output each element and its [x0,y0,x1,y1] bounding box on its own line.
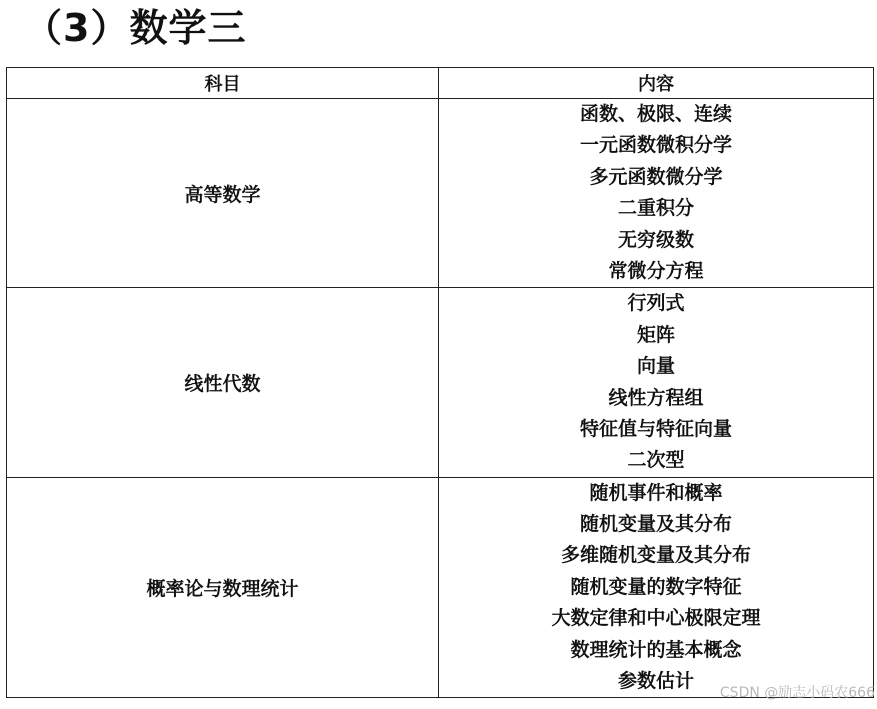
topic-item: 一元函数微积分学 [579,134,732,157]
subject-cell: 线性代数 [7,288,439,477]
content-cell [439,477,874,698]
table-row [7,99,874,288]
topic-item: 随机事件和概率 [589,481,723,504]
content-cell [439,99,874,288]
topic-item: 多元函数微分学 [589,165,723,188]
topic-list [439,478,873,698]
topic-item: 常微分方程 [608,259,704,282]
topic-item: 多维随机变量及其分布 [560,544,751,567]
column-header-content: 内容 [439,68,874,99]
topic-item: 线性方程组 [608,386,704,409]
topic-item: 大数定律和中心极限定理 [551,607,761,630]
topic-item: 随机变量的数字特征 [570,575,742,598]
page-heading: （3）数学三 [24,6,247,50]
topic-list [439,99,873,287]
topic-item: 函数、极限、连续 [579,103,732,125]
topic-list [439,288,873,476]
subject-cell: 高等数学 [7,99,439,288]
watermark: CSDN @励志小码农666 [719,685,875,701]
table-row [7,477,874,698]
topic-item: 行列式 [627,292,685,315]
topic-item: 向量 [636,355,675,378]
topic-item: 数理统计的基本概念 [570,638,742,661]
topic-item: 矩阵 [636,323,675,346]
topic-item: 参数估计 [617,670,694,693]
topic-item: 二重积分 [617,197,694,220]
topic-item: 二次型 [627,449,685,472]
topic-item: 随机变量及其分布 [579,513,732,536]
table-header-row [7,68,874,99]
column-header-subject: 科目 [7,68,439,99]
topic-item: 无穷级数 [617,228,694,251]
content-cell [439,288,874,477]
topic-item: 特征值与特征向量 [579,417,732,440]
syllabus-table [6,67,874,698]
table-row [7,288,874,477]
subject-cell: 概率论与数理统计 [7,477,439,698]
